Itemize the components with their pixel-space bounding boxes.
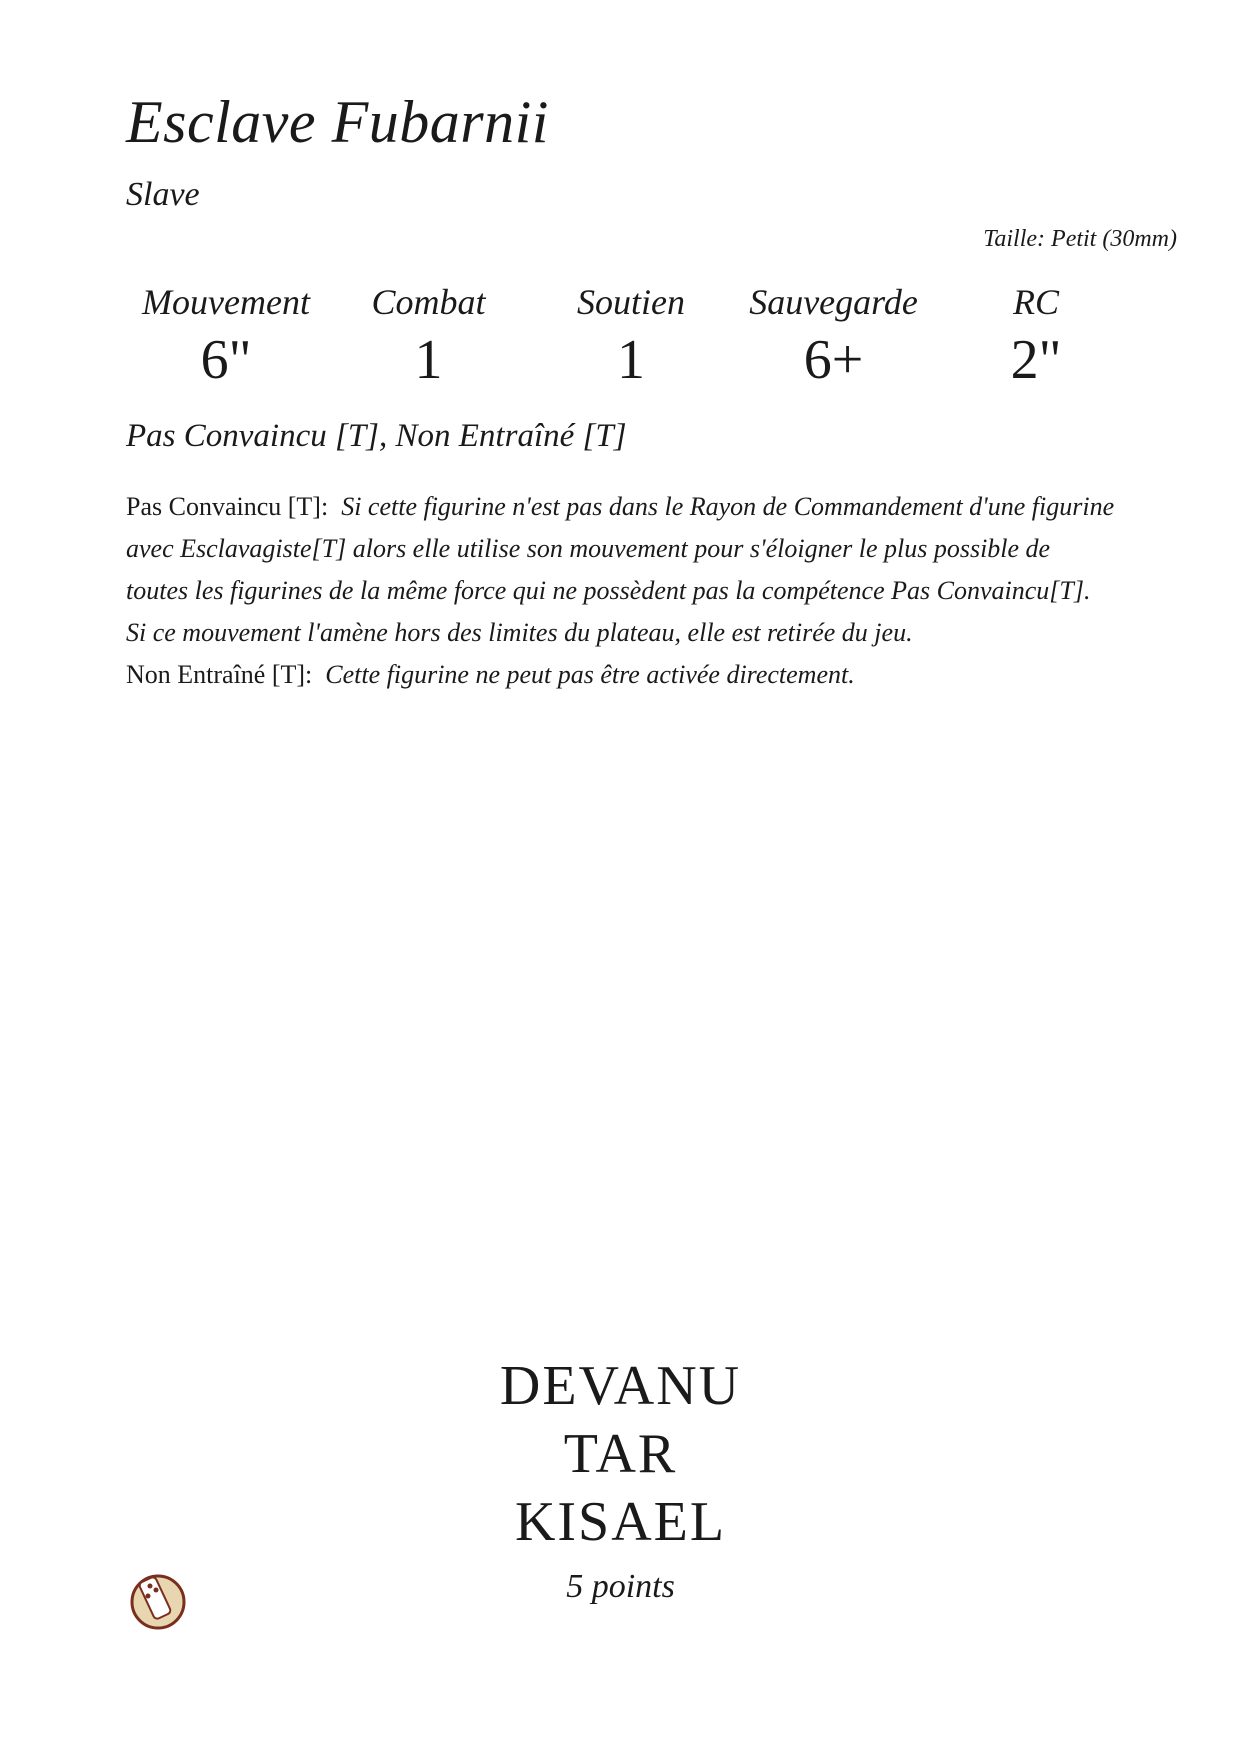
- stat-combat: [329, 280, 529, 392]
- faction-line: KISAEL: [514, 1491, 727, 1553]
- stat-rc: [936, 280, 1136, 392]
- abilities-summary: Pas Convaincu [T], Non Entraîné [T]: [126, 418, 627, 454]
- stat-label: Mouvement: [142, 282, 310, 322]
- stat-value: 1: [617, 329, 645, 391]
- stat-label: Sauvegarde: [749, 282, 918, 322]
- rule-description: Si cette figurine n'est pas dans le Rayon de Commandement d'une figurine avec Esclavagiste[T] alors elle utilise son mouvement pour s'éloigner le plus possible de toutes les figurines de la même force qui ne possèdent pas la compétence Pas Convaincu[T]. Si ce mouvement l'amène hors des limites du plateau, elle est retirée du jeu.: [126, 492, 1115, 647]
- rule-description: Cette figurine ne peut pas être activée directement.: [325, 660, 855, 689]
- points-value: 5 points: [566, 1568, 675, 1605]
- rule-pas-convaincu: [126, 486, 1116, 654]
- stat-soutien: [531, 280, 731, 392]
- stat-value: 6": [200, 329, 252, 391]
- faction-logo-icon: [126, 1568, 190, 1632]
- stat-value: 6+: [803, 329, 864, 391]
- card-subtitle: Slave: [126, 176, 200, 213]
- stat-value: 1: [414, 329, 443, 391]
- rule-non-entraine: [126, 654, 1116, 696]
- rule-name: Non Entraîné [T]:: [126, 660, 313, 689]
- rule-name: Pas Convaincu [T]:: [126, 492, 329, 521]
- stat-value: 2": [1010, 329, 1062, 391]
- stat-label: RC: [1012, 282, 1059, 322]
- rules-block: [126, 486, 1116, 696]
- stat-label: Combat: [371, 282, 486, 322]
- size-label: Taille: Petit (30mm): [983, 226, 1177, 252]
- stat-sauvegarde: [734, 280, 934, 392]
- stats-row: [126, 280, 1136, 392]
- faction-line: TAR: [563, 1423, 678, 1485]
- stat-mouvement: [126, 280, 326, 392]
- card-title: Esclave Fubarnii: [126, 89, 549, 155]
- faction-line: DEVANU: [499, 1355, 742, 1417]
- stat-label: Soutien: [577, 282, 685, 322]
